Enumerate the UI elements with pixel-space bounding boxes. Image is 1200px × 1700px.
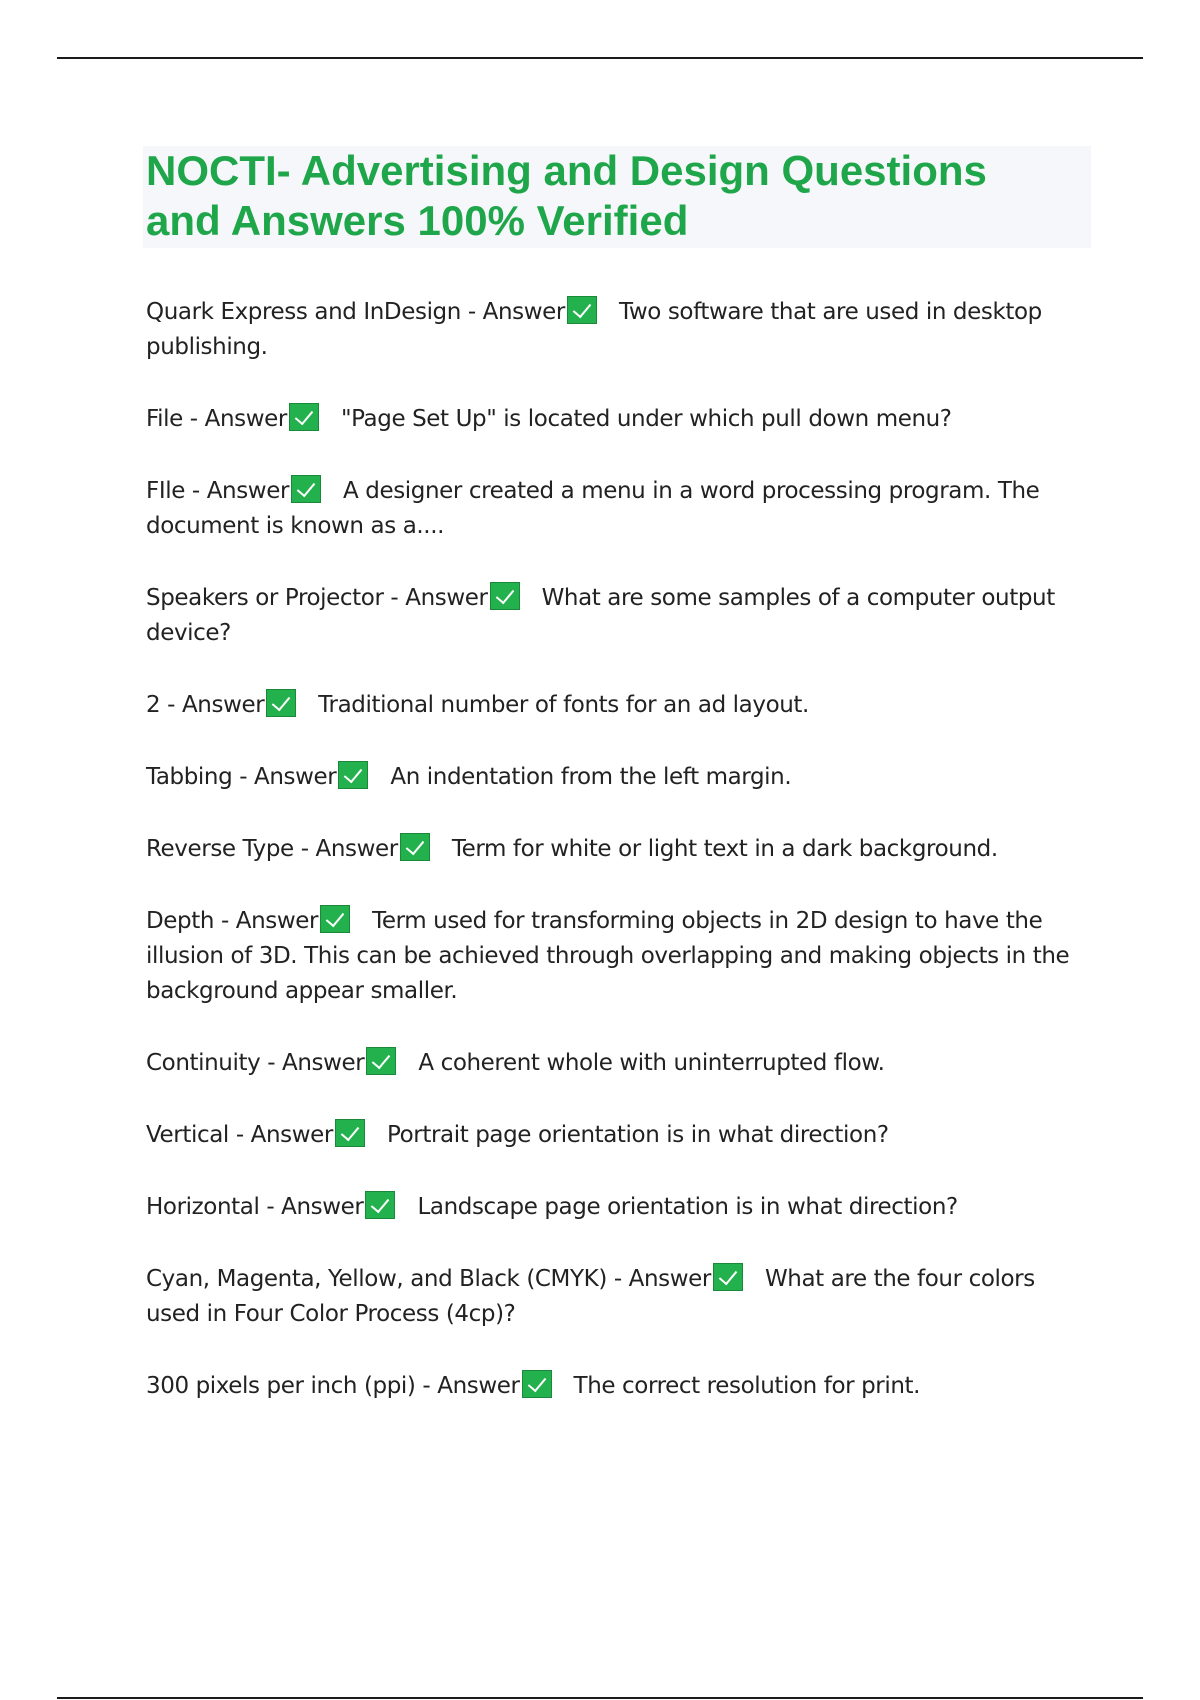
- qa-term: Continuity: [146, 1050, 261, 1076]
- check-mark-icon: [400, 833, 430, 861]
- answer-label: Answer: [282, 1050, 365, 1076]
- qa-term: 2: [146, 692, 161, 718]
- check-mark-icon: [567, 296, 597, 324]
- answer-label: Answer: [254, 764, 337, 790]
- answer-label: Answer: [405, 585, 488, 611]
- answer-label: Answer: [206, 478, 290, 504]
- qa-item: 300 pixels per inch (ppi) - Answer The correct resolution for print.: [146, 1369, 1091, 1404]
- answer-label: Answer: [628, 1266, 711, 1292]
- qa-term: FIle: [146, 478, 185, 504]
- qa-term: File: [146, 406, 183, 432]
- qa-term: Quark Express and InDesign: [146, 299, 461, 325]
- qa-list: [146, 295, 1091, 1441]
- check-mark-icon: [289, 403, 319, 431]
- qa-definition: "Page Set Up" is located under which pull down menu?: [340, 406, 952, 432]
- answer-label: Answer: [482, 299, 565, 325]
- qa-definition: Landscape page orientation is in what direction?: [417, 1194, 958, 1220]
- qa-item: Speakers or Projector - Answer What are some samples of a computer output device?: [146, 581, 1091, 651]
- check-mark-icon: [291, 475, 321, 503]
- qa-definition: Traditional number of fonts for an ad layout.: [318, 692, 809, 718]
- qa-term: Cyan, Magenta, Yellow, and Black (CMYK): [146, 1266, 607, 1292]
- qa-item: Depth - Answer Term used for transforming objects in 2D design to have the illusion of 3D. This can be achieved through overlapping and making objects in the background appear smaller.: [146, 904, 1091, 1009]
- answer-label: Answer: [437, 1373, 520, 1399]
- qa-item: Continuity - Answer A coherent whole with uninterrupted flow.: [146, 1046, 1091, 1081]
- qa-definition: Term for white or light text in a dark background.: [451, 836, 998, 862]
- qa-item: Quark Express and InDesign - Answer Two software that are used in desktop publishing.: [146, 295, 1091, 365]
- check-mark-icon: [366, 1047, 396, 1075]
- answer-label: Answer: [250, 1122, 333, 1148]
- qa-term: Reverse Type: [146, 836, 294, 862]
- qa-item: Tabbing - Answer An indentation from the left margin.: [146, 760, 1091, 795]
- top-divider: [57, 57, 1143, 59]
- qa-definition: Portrait page orientation is in what direction?: [386, 1122, 889, 1148]
- qa-term: Horizontal: [146, 1194, 260, 1220]
- qa-item: Reverse Type - Answer Term for white or light text in a dark background.: [146, 832, 1091, 867]
- qa-item: Horizontal - Answer Landscape page orientation is in what direction?: [146, 1190, 1091, 1225]
- qa-item: FIle - Answer A designer created a menu in a word processing program. The document is known as a....: [146, 474, 1091, 544]
- check-mark-icon: [713, 1263, 743, 1291]
- answer-label: Answer: [315, 836, 398, 862]
- qa-item: Vertical - Answer Portrait page orientation is in what direction?: [146, 1118, 1091, 1153]
- check-mark-icon: [266, 689, 296, 717]
- qa-definition: A coherent whole with uninterrupted flow.: [418, 1050, 885, 1076]
- answer-label: Answer: [281, 1194, 364, 1220]
- check-mark-icon: [335, 1119, 365, 1147]
- check-mark-icon: [522, 1370, 552, 1398]
- bottom-divider: [57, 1697, 1143, 1699]
- qa-term: Vertical: [146, 1122, 229, 1148]
- qa-definition: Term used for transforming objects in 2D design to have the illusion of 3D. This can be achieved through overlapping and making objects in the background appear smaller.: [146, 908, 1070, 1004]
- qa-definition: What are some samples of a computer output device?: [146, 585, 1055, 646]
- qa-item: Cyan, Magenta, Yellow, and Black (CMYK) - Answer What are the four colors used in Four Color Process (4cp)?: [146, 1262, 1091, 1332]
- qa-definition: What are the four colors used in Four Color Process (4cp)?: [146, 1266, 1035, 1327]
- qa-definition: A designer created a menu in a word processing program. The document is known as a....: [146, 478, 1040, 539]
- answer-label: Answer: [204, 406, 287, 432]
- check-mark-icon: [320, 905, 350, 933]
- answer-label: Answer: [235, 908, 319, 934]
- qa-item: 2 - Answer Traditional number of fonts for an ad layout.: [146, 688, 1091, 723]
- qa-term: Depth: [146, 908, 215, 934]
- qa-definition: An indentation from the left margin.: [390, 764, 792, 790]
- qa-term: Speakers or Projector: [146, 585, 384, 611]
- document-title: NOCTI- Advertising and Design Questions and Answers 100% Verified: [146, 147, 987, 244]
- qa-term: Tabbing: [146, 764, 233, 790]
- check-mark-icon: [365, 1191, 395, 1219]
- check-mark-icon: [338, 761, 368, 789]
- qa-definition: The correct resolution for print.: [573, 1373, 921, 1399]
- check-mark-icon: [490, 582, 520, 610]
- qa-item: File - Answer "Page Set Up" is located under which pull down menu?: [146, 402, 1091, 437]
- qa-definition: Two software that are used in desktop publishing.: [146, 299, 1042, 360]
- qa-term: 300 pixels per inch (ppi): [146, 1373, 416, 1399]
- title-banner: [143, 146, 1091, 248]
- answer-label: Answer: [181, 692, 265, 718]
